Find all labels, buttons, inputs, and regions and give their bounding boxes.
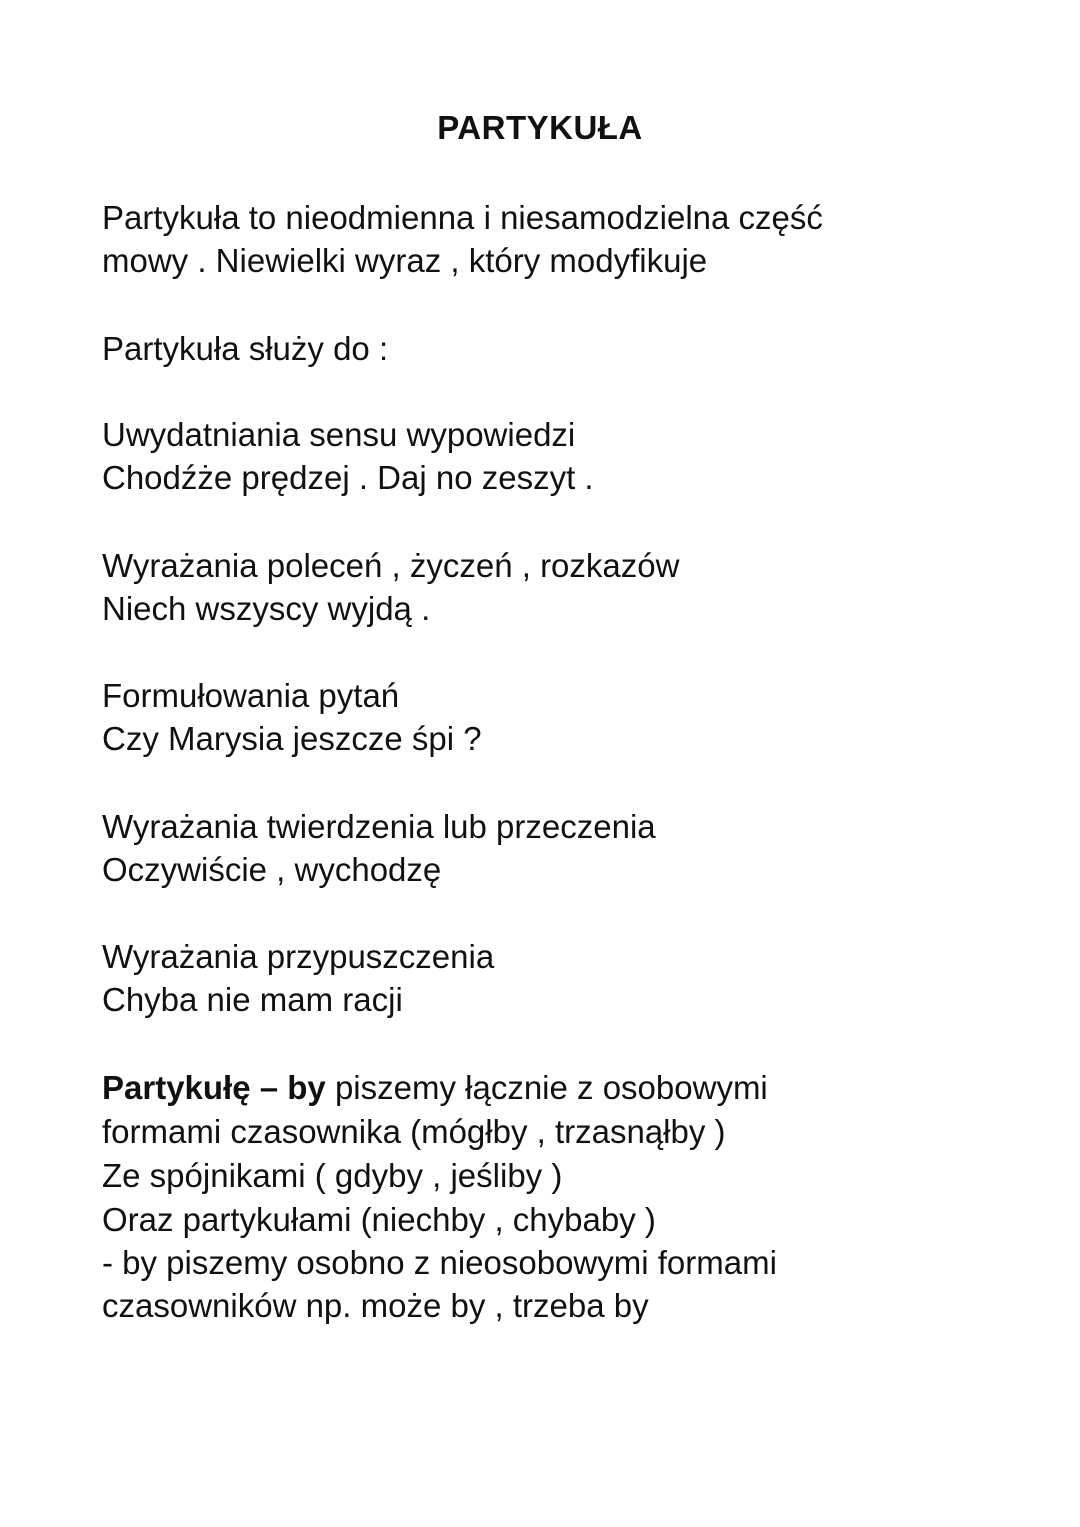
- use-example-3: Czy Marysia jeszcze śpi ?: [102, 720, 482, 757]
- by-rule-bold-term: Partykułę – by: [102, 1069, 326, 1106]
- page-title: PARTYKUŁA: [437, 109, 643, 146]
- use-function-1: Uwydatniania sensu wypowiedzi: [102, 416, 576, 453]
- by-rule-line-1: [102, 1066, 768, 1109]
- by-rule-line-3: Ze spójnikami ( gdyby , jeśliby ): [102, 1157, 563, 1194]
- by-rule-line-2: formami czasownika (mógłby , trzasnąłby ): [102, 1113, 726, 1150]
- use-example-5: Chyba nie mam racji: [102, 981, 403, 1018]
- use-example-1: Chodźże prędzej . Daj no zeszyt .: [102, 459, 594, 496]
- use-example-4: Oczywiście , wychodzę: [102, 851, 442, 888]
- intro-line-1: Partykuła to nieodmienna i niesamodzielna część: [102, 199, 823, 236]
- by-rule-line-4: Oraz partykułami (niechby , chybaby ): [102, 1201, 656, 1238]
- use-function-4: Wyrażania twierdzenia lub przeczenia: [102, 808, 656, 845]
- by-rule-line-5: - by piszemy osobno z nieosobowymi formami: [102, 1244, 777, 1281]
- intro-line-2: mowy . Niewielki wyraz , który modyfikuje: [102, 242, 708, 279]
- by-rule-line-6: czasowników np. może by , trzeba by: [102, 1287, 649, 1324]
- by-rule-line-1-rest: piszemy łącznie z osobowymi: [325, 1069, 768, 1106]
- use-function-2: Wyrażania poleceń , życzeń , rozkazów: [102, 547, 680, 584]
- use-function-3: Formułowania pytań: [102, 677, 400, 714]
- uses-heading: Partykuła służy do :: [102, 330, 389, 367]
- use-function-5: Wyrażania przypuszczenia: [102, 938, 495, 975]
- use-example-2: Niech wszyscy wyjdą .: [102, 590, 431, 627]
